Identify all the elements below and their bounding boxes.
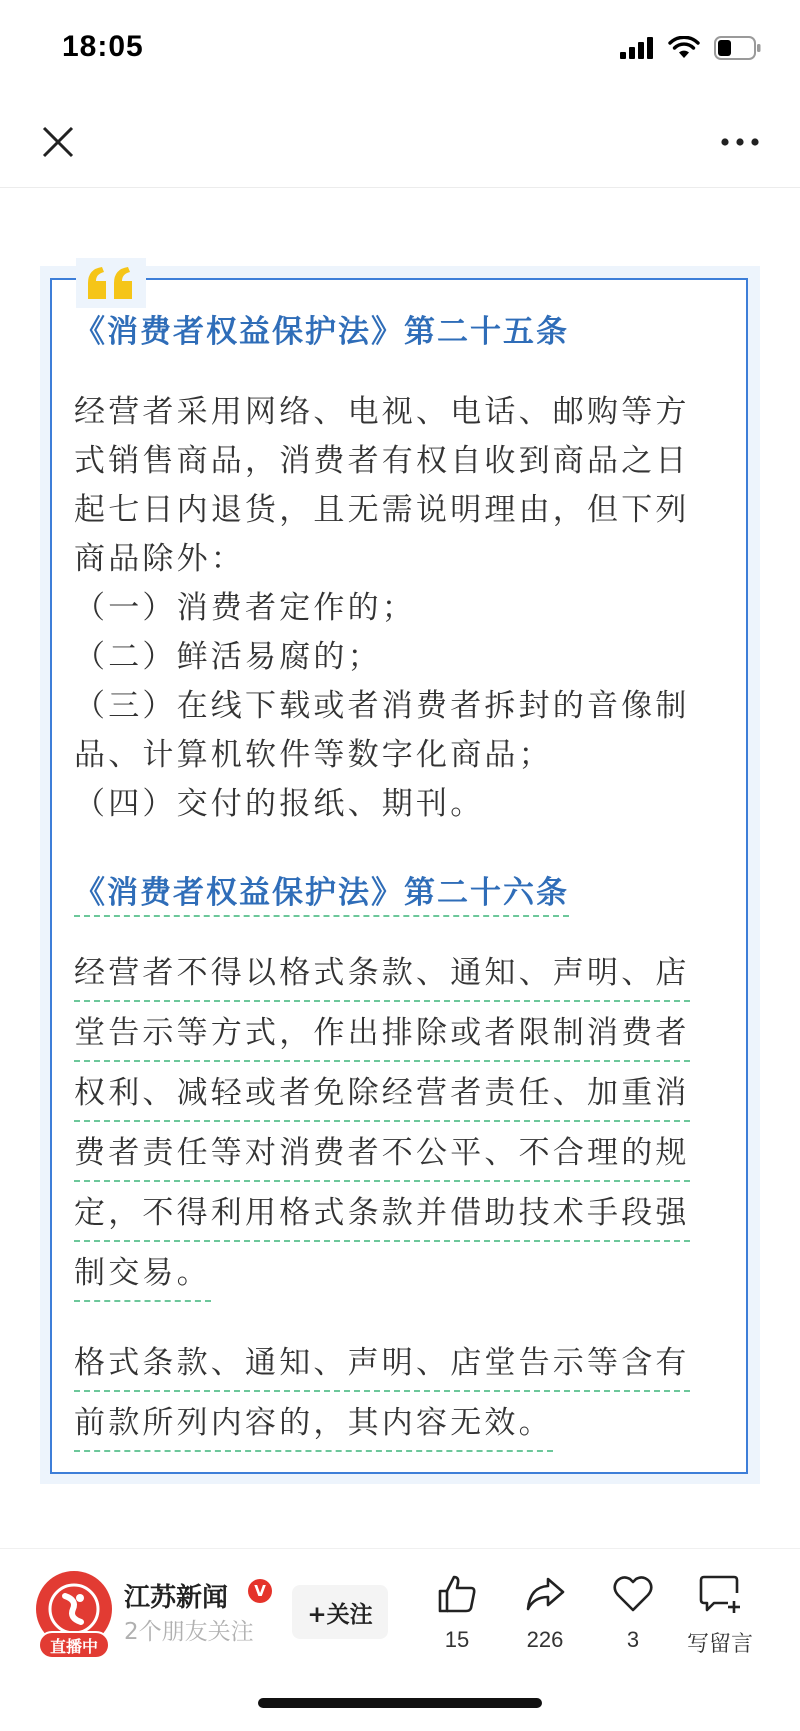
share-button[interactable] [505, 1571, 585, 1653]
verified-badge-icon: V [248, 1579, 272, 1603]
article-heading-25: 《消费者权益保护法》第二十五条 [74, 314, 569, 350]
more-dots-icon [720, 137, 760, 147]
article-paragraph-25 [74, 388, 734, 829]
brand-logo-icon [47, 1582, 101, 1636]
wifi-icon [668, 36, 700, 60]
paragraph-line: 商品除外： [74, 541, 245, 577]
close-icon [41, 125, 75, 159]
nav-bar [0, 100, 800, 188]
favorite-button[interactable] [593, 1571, 673, 1653]
home-indicator[interactable] [258, 1698, 542, 1708]
battery-icon [714, 36, 762, 60]
friends-following-text: 2个朋友关注 [124, 1619, 254, 1645]
article-content [74, 296, 734, 1459]
follow-button[interactable]: +关注 [292, 1585, 388, 1639]
signal-icon [620, 37, 654, 59]
paragraph-line [74, 1009, 734, 1069]
underlined-text: 制交易。 [74, 1252, 211, 1302]
underlined-text: 费者责任等对消费者不公平、不合理的规 [74, 1132, 690, 1182]
more-options-button[interactable] [718, 122, 762, 162]
paragraph-line: 品、计算机软件等数字化商品； [74, 737, 553, 773]
underlined-text: 格式条款、通知、声明、店堂告示等含有 [74, 1342, 690, 1392]
paragraph-line [74, 1339, 734, 1399]
account-name[interactable]: 江苏新闻 [124, 1583, 229, 1613]
thumbs-up-icon [436, 1573, 478, 1615]
underlined-text: 权利、减轻或者免除经营者责任、加重消 [74, 1072, 690, 1122]
status-time: 18:05 [62, 30, 144, 63]
paragraph-line [74, 1189, 734, 1249]
paragraph-line: 式销售商品，消费者有权自收到商品之日 [74, 443, 690, 479]
write-comment-button[interactable] [680, 1571, 760, 1658]
heading-text: 《消费者权益保护法》第二十六条 [74, 875, 569, 917]
status-bar [0, 0, 800, 100]
underlined-text: 定，不得利用格式条款并借助技术手段强 [74, 1192, 690, 1242]
underlined-text: 经营者不得以格式条款、通知、声明、店 [74, 952, 690, 1002]
live-badge[interactable]: 直播中 [38, 1631, 110, 1659]
close-button[interactable] [38, 122, 78, 162]
favorite-count: 3 [626, 1627, 640, 1652]
share-arrow-icon [524, 1573, 566, 1615]
paragraph-line: 起七日内退货，且无需说明理由，但下列 [74, 492, 690, 528]
paragraph-line [74, 1069, 734, 1129]
write-comment-label: 写留言 [686, 1632, 753, 1657]
paragraph-line [74, 949, 734, 1009]
like-count: 15 [444, 1627, 470, 1652]
share-count: 226 [526, 1627, 564, 1652]
underlined-text: 堂告示等方式，作出排除或者限制消费者 [74, 1012, 690, 1062]
status-icons [620, 36, 762, 60]
paragraph-line: （一）消费者定作的； [74, 590, 416, 626]
paragraph-line [74, 1129, 734, 1189]
article-paragraph-26-2 [74, 1339, 734, 1459]
paragraph-line: 经营者采用网络、电视、电话、邮购等方 [74, 394, 690, 430]
article-heading-26 [74, 867, 734, 919]
paragraph-line: （二）鲜活易腐的； [74, 639, 382, 675]
heart-icon [612, 1574, 654, 1614]
paragraph-line: （四）交付的报纸、期刊。 [74, 786, 485, 822]
paragraph-line [74, 1399, 734, 1459]
paragraph-line: （三）在线下载或者消费者拆封的音像制 [74, 688, 690, 724]
like-button[interactable] [417, 1571, 497, 1653]
comment-plus-icon [698, 1573, 742, 1615]
article-paragraph-26 [74, 949, 734, 1309]
underlined-text: 前款所列内容的，其内容无效。 [74, 1402, 553, 1452]
paragraph-line [74, 1249, 734, 1309]
